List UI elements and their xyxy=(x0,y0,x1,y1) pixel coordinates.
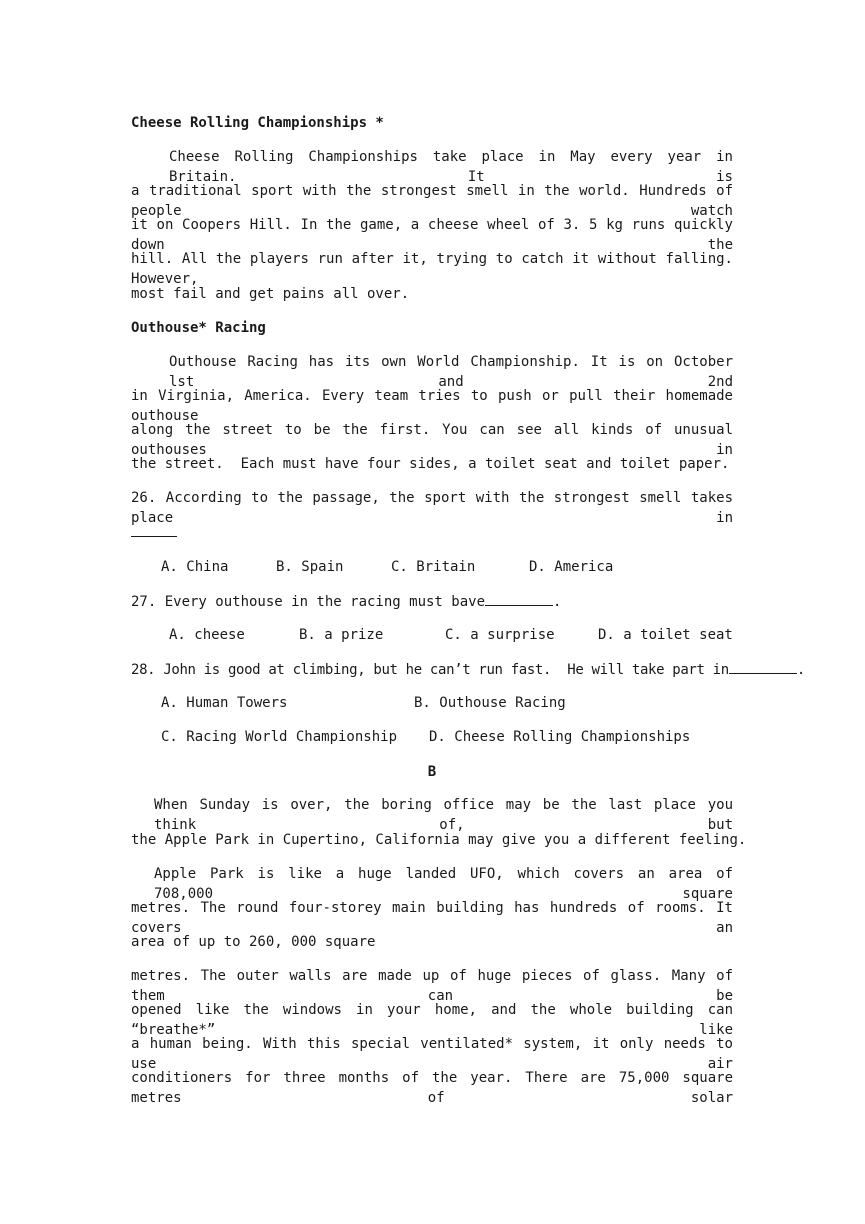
q27-option-c: C. a surprise xyxy=(445,627,555,643)
section-b-line-4: metres. The round four-storey main building has hundreds of rooms. It covers an xyxy=(131,900,733,936)
q26-option-c: C. Britain xyxy=(391,559,476,575)
para1-line-4: hill. All the players run after it, trying to catch it without falling. However, xyxy=(131,251,733,287)
q26-option-b: B. Spain xyxy=(276,559,344,575)
q28-option-a: A. Human Towers xyxy=(161,695,288,711)
section-b-line-1: When Sunday is over, the boring office may be the last place you think of, but xyxy=(154,797,733,833)
question-26-stem: 26. According to the passage, the sport with the strongest smell takes place in xyxy=(131,490,733,526)
heading-outhouse-racing: Outhouse* Racing xyxy=(131,320,266,336)
section-b-line-6: metres. The outer walls are made up of huge pieces of glass. Many of them can be xyxy=(131,968,733,1004)
question-27-blank xyxy=(485,591,553,606)
q28-option-d: D. Cheese Rolling Championships xyxy=(429,729,691,745)
question-26-blank xyxy=(131,536,177,537)
question-28-blank xyxy=(729,659,797,674)
para1-line-2: a traditional sport with the strongest smell in the world. Hundreds of people watch xyxy=(131,183,733,219)
para1-line-5: most fail and get pains all over. xyxy=(131,286,410,302)
para1-line-3: it on Coopers Hill. In the game, a cheese wheel of 3. 5 kg runs quickly down the xyxy=(131,217,733,253)
q27-option-a: A. cheese xyxy=(169,627,245,643)
section-b-title: B xyxy=(427,764,437,780)
q27-option-b: B. a prize xyxy=(299,627,384,643)
q28-option-c: C. Racing World Championship xyxy=(161,729,398,745)
para1-line-1: Cheese Rolling Championships take place in May every year in Britain. It is xyxy=(169,149,733,185)
q26-option-a: A. China xyxy=(161,559,229,575)
para2-line-1: Outhouse Racing has its own World Championship. It is on October lst and 2nd xyxy=(169,354,733,390)
para2-line-4: the street. Each must have four sides, a toilet seat and toilet paper. xyxy=(131,456,730,472)
para2-line-2: in Virginia, America. Every team tries to push or pull their homemade outhouse xyxy=(131,388,733,424)
question-28-stem: 28. John is good at climbing, but he can’t run fast. He will take part in xyxy=(131,662,729,678)
heading-cheese-rolling: Cheese Rolling Championships * xyxy=(131,115,384,131)
section-b-line-7: opened like the windows in your home, and the whole building can “breathe*” like xyxy=(131,1002,733,1038)
q28-option-b: B. Outhouse Racing xyxy=(414,695,566,711)
section-b-line-3: Apple Park is like a huge landed UFO, which covers an area of 708,000 square xyxy=(154,866,733,902)
question-28-end: . xyxy=(796,662,805,678)
section-b-line-2: the Apple Park in Cupertino, California may give you a different feeling. xyxy=(131,832,747,848)
section-b-line-9: conditioners for three months of the year. There are 75,000 square metres of solar xyxy=(131,1070,733,1106)
question-28 xyxy=(131,659,805,680)
para2-line-3: along the street to be the first. You can see all kinds of unusual outhouses in xyxy=(131,422,733,458)
q27-option-d: D. a toilet seat xyxy=(598,627,733,643)
question-27 xyxy=(131,591,733,612)
section-b-line-5: area of up to 260, 000 square xyxy=(131,934,376,950)
question-27-end: . xyxy=(553,594,562,610)
question-27-stem: 27. Every outhouse in the racing must bave xyxy=(131,594,486,610)
section-b-line-8: a human being. With this special ventilated* system, it only needs to use air xyxy=(131,1036,733,1072)
q26-option-d: D. America xyxy=(529,559,614,575)
